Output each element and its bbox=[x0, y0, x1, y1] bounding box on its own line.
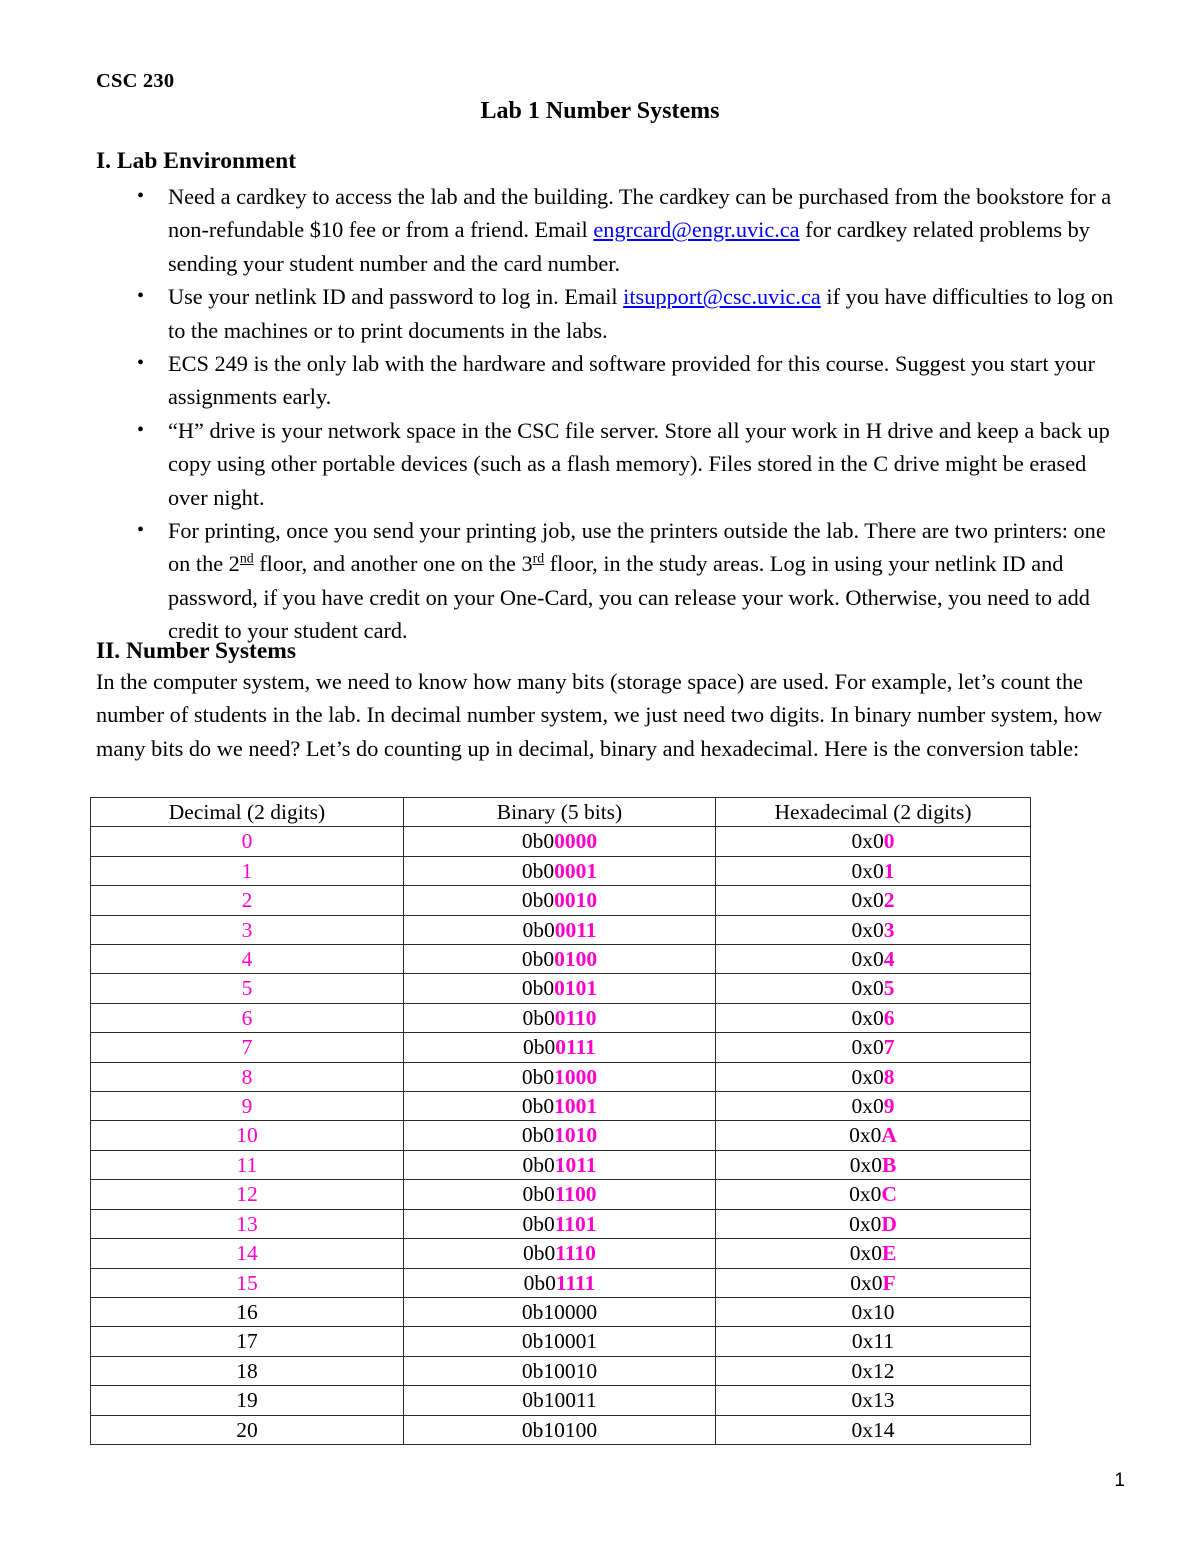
cell-decimal: 7 bbox=[91, 1033, 404, 1062]
cell-hexadecimal bbox=[716, 1150, 1031, 1179]
hex-value: C bbox=[881, 1182, 897, 1207]
hex-value: 6 bbox=[883, 1005, 895, 1030]
cell-hexadecimal bbox=[716, 886, 1031, 915]
cell-hexadecimal bbox=[716, 856, 1031, 885]
hex-value: 3 bbox=[883, 917, 895, 942]
bullet-text-part2: floor, and another one on the 3 bbox=[253, 551, 533, 577]
bullet-text-after-link: for cardkey related problems by sending your student number and the card number. bbox=[168, 217, 1090, 276]
bullet-text-after-link: if you have difficulties to log on to the machines or to print documents in the labs. bbox=[168, 284, 1114, 343]
number-systems-paragraph: In the computer system, we need to know how many bits (storage space) are used. For example, let’s count the number of students in the lab. In decimal number system, we just need two digits. In binary number system, how many bits do we need? Let’s do counting up in decimal, binary and hexadecimal. Here is the conversion table: bbox=[96, 669, 1103, 761]
cell-decimal: 4 bbox=[91, 945, 404, 974]
cell-binary bbox=[404, 945, 716, 974]
course-code: CSC 230 bbox=[96, 70, 175, 92]
section-number-systems bbox=[96, 638, 1131, 765]
binary-value: 1101 bbox=[554, 1211, 597, 1236]
binary-value: 1001 bbox=[554, 1094, 598, 1119]
cell-decimal: 8 bbox=[91, 1062, 404, 1091]
hex-prefix: 0x12 bbox=[851, 1358, 895, 1383]
binary-prefix: 0b0 bbox=[523, 1035, 556, 1060]
hex-value: E bbox=[881, 1241, 897, 1266]
binary-value: 0100 bbox=[554, 947, 598, 972]
binary-value: 0111 bbox=[555, 1035, 596, 1060]
cell-binary bbox=[404, 856, 716, 885]
hex-prefix: 0x0 bbox=[849, 1152, 882, 1177]
list-item bbox=[96, 514, 1126, 648]
binary-value: 1110 bbox=[555, 1241, 596, 1266]
hex-prefix: 0x0 bbox=[851, 829, 884, 854]
hex-prefix: 0x14 bbox=[851, 1417, 895, 1442]
cell-binary bbox=[404, 1209, 716, 1238]
hex-prefix: 0x10 bbox=[851, 1299, 895, 1324]
cell-binary bbox=[404, 1327, 716, 1356]
binary-value: 1111 bbox=[555, 1270, 596, 1295]
hex-prefix: 0x0 bbox=[851, 888, 884, 913]
cell-hexadecimal bbox=[716, 1180, 1031, 1209]
binary-prefix: 0b0 bbox=[521, 888, 555, 913]
hex-value: 0 bbox=[883, 829, 895, 854]
binary-value: 0000 bbox=[554, 829, 598, 854]
hex-value: 2 bbox=[883, 888, 895, 913]
hex-value: 9 bbox=[883, 1094, 895, 1119]
ordinal-suffix-third: rd bbox=[532, 551, 545, 567]
binary-value: 0110 bbox=[554, 1005, 597, 1030]
cell-hexadecimal bbox=[716, 827, 1031, 856]
cell-decimal: 0 bbox=[91, 827, 404, 856]
list-item bbox=[96, 347, 1126, 414]
table-row bbox=[91, 915, 1031, 944]
binary-prefix: 0b0 bbox=[522, 1182, 555, 1207]
table-row bbox=[91, 1268, 1031, 1297]
hex-value: 7 bbox=[883, 1035, 895, 1060]
cell-binary bbox=[404, 827, 716, 856]
cell-hexadecimal bbox=[716, 1003, 1031, 1032]
binary-prefix: 0b0 bbox=[522, 1005, 555, 1030]
hex-prefix: 0x0 bbox=[851, 947, 884, 972]
cell-decimal: 6 bbox=[91, 1003, 404, 1032]
table-row bbox=[91, 945, 1031, 974]
bullet-text-part1: For printing, once you send your printing job, use the printers outside the lab. There are two printers: one on the 2 bbox=[168, 518, 1106, 577]
cell-binary bbox=[404, 1092, 716, 1121]
hex-prefix: 0x0 bbox=[851, 976, 884, 1001]
hex-value: F bbox=[882, 1270, 896, 1295]
binary-prefix: 0b0 bbox=[521, 976, 555, 1001]
cell-binary bbox=[404, 1150, 716, 1179]
cell-hexadecimal bbox=[716, 1327, 1031, 1356]
table-row bbox=[91, 1356, 1031, 1385]
conversion-table-body bbox=[91, 827, 1031, 1445]
binary-prefix: 0b0 bbox=[521, 1123, 555, 1148]
cell-decimal: 14 bbox=[91, 1239, 404, 1268]
cell-decimal: 1 bbox=[91, 856, 404, 885]
table-row bbox=[91, 1150, 1031, 1179]
bullet-text-before-link: Need a cardkey to access the lab and the building. The cardkey can be purchased from the bookstore for a non-refundable $10 fee or from a friend. Email bbox=[168, 184, 1112, 243]
cell-hexadecimal bbox=[716, 1297, 1031, 1326]
hex-prefix: 0x0 bbox=[849, 1211, 882, 1236]
binary-prefix: 0b0 bbox=[523, 1270, 556, 1295]
binary-prefix: 0b0 bbox=[521, 1064, 555, 1089]
cell-binary bbox=[404, 1003, 716, 1032]
email-link-itsupport[interactable]: itsupport@csc.uvic.ca bbox=[623, 284, 821, 310]
column-header-decimal: Decimal (2 digits) bbox=[91, 798, 404, 827]
bullet-icon: • bbox=[137, 352, 145, 375]
binary-prefix: 0b0 bbox=[522, 1211, 555, 1236]
binary-prefix: 0b0 bbox=[522, 1152, 555, 1177]
cell-hexadecimal bbox=[716, 974, 1031, 1003]
bullet-text-part3: floor, in the study areas. Log in using your netlink ID and password, if you have credit on your One-Card, you can release your work. Otherwise, you need to add credit to your student card. bbox=[168, 551, 1090, 644]
section-heading-lab-environment: I. Lab Environment bbox=[96, 148, 297, 174]
hex-prefix: 0x0 bbox=[851, 1094, 884, 1119]
table-row bbox=[91, 1239, 1031, 1268]
table-row bbox=[91, 1121, 1031, 1150]
cell-decimal: 15 bbox=[91, 1268, 404, 1297]
table-row bbox=[91, 1003, 1031, 1032]
binary-prefix: 0b10100 bbox=[521, 1417, 598, 1442]
cell-hexadecimal bbox=[716, 1386, 1031, 1415]
cell-hexadecimal bbox=[716, 1356, 1031, 1385]
bullet-text: ECS 249 is the only lab with the hardware and software provided for this course. Suggest you start your assignments early. bbox=[168, 351, 1095, 410]
bullet-text-before-link: Use your netlink ID and password to log in. Email bbox=[168, 284, 624, 310]
hex-prefix: 0x11 bbox=[851, 1329, 895, 1354]
cell-hexadecimal bbox=[716, 1415, 1031, 1444]
cell-binary bbox=[404, 974, 716, 1003]
bullet-icon: • bbox=[137, 519, 145, 542]
hex-prefix: 0x0 bbox=[851, 917, 884, 942]
hex-prefix: 0x0 bbox=[851, 1005, 884, 1030]
hex-value: A bbox=[881, 1123, 897, 1148]
binary-prefix: 0b10001 bbox=[521, 1329, 598, 1354]
cell-decimal: 16 bbox=[91, 1297, 404, 1326]
hex-value: 5 bbox=[883, 976, 895, 1001]
binary-value: 1010 bbox=[554, 1123, 598, 1148]
hex-value: D bbox=[881, 1211, 897, 1236]
binary-value: 1000 bbox=[554, 1064, 598, 1089]
cell-decimal: 20 bbox=[91, 1415, 404, 1444]
binary-value: 0010 bbox=[554, 888, 598, 913]
table-row bbox=[91, 827, 1031, 856]
hex-prefix: 0x0 bbox=[851, 1035, 884, 1060]
cell-binary bbox=[404, 1062, 716, 1091]
cell-binary bbox=[404, 1415, 716, 1444]
hex-prefix: 0x0 bbox=[849, 1182, 882, 1207]
cell-hexadecimal bbox=[716, 915, 1031, 944]
page-number: 1 bbox=[1114, 1470, 1125, 1491]
cell-binary bbox=[404, 1356, 716, 1385]
hex-prefix: 0x0 bbox=[849, 1123, 882, 1148]
bullet-text: “H” drive is your network space in the CSC file server. Store all your work in H drive and keep a back up copy using other portable devices (such as a flash memory). Files stored in the C drive might be erased over night. bbox=[168, 417, 1110, 510]
page-title: Lab 1 Number Systems bbox=[480, 98, 720, 124]
cell-binary bbox=[404, 915, 716, 944]
cell-decimal: 17 bbox=[91, 1327, 404, 1356]
cell-decimal: 18 bbox=[91, 1356, 404, 1385]
list-item bbox=[96, 280, 1126, 347]
column-header-hexadecimal: Hexadecimal (2 digits) bbox=[716, 798, 1031, 827]
hex-value: 8 bbox=[883, 1064, 895, 1089]
hex-prefix: 0x13 bbox=[851, 1388, 895, 1413]
cell-hexadecimal bbox=[716, 1268, 1031, 1297]
binary-prefix: 0b0 bbox=[521, 858, 555, 883]
hex-value: B bbox=[881, 1152, 897, 1177]
cell-decimal: 19 bbox=[91, 1386, 404, 1415]
binary-prefix: 0b0 bbox=[522, 917, 555, 942]
cell-hexadecimal bbox=[716, 1121, 1031, 1150]
cell-hexadecimal bbox=[716, 1092, 1031, 1121]
cell-binary bbox=[404, 1297, 716, 1326]
cell-decimal: 10 bbox=[91, 1121, 404, 1150]
binary-value: 0011 bbox=[554, 917, 597, 942]
cell-hexadecimal bbox=[716, 1209, 1031, 1238]
table-row bbox=[91, 1033, 1031, 1062]
cell-binary bbox=[404, 1268, 716, 1297]
table-header-row bbox=[91, 798, 1031, 827]
binary-prefix: 0b0 bbox=[523, 1241, 556, 1266]
cell-binary bbox=[404, 1239, 716, 1268]
hex-prefix: 0x0 bbox=[851, 858, 884, 883]
binary-prefix: 0b10010 bbox=[521, 1358, 598, 1383]
table-row bbox=[91, 1092, 1031, 1121]
table-row bbox=[91, 1062, 1031, 1091]
cell-binary bbox=[404, 1180, 716, 1209]
table-row bbox=[91, 1386, 1031, 1415]
bullet-icon: • bbox=[137, 285, 145, 308]
binary-prefix: 0b0 bbox=[521, 947, 555, 972]
lab-environment-bullet-list bbox=[96, 180, 1126, 648]
cell-decimal: 12 bbox=[91, 1180, 404, 1209]
binary-value: 0001 bbox=[554, 858, 598, 883]
binary-prefix: 0b10000 bbox=[521, 1299, 598, 1324]
list-item bbox=[96, 180, 1126, 280]
binary-prefix: 0b0 bbox=[521, 829, 555, 854]
hex-value: 1 bbox=[883, 858, 895, 883]
table-row bbox=[91, 974, 1031, 1003]
table-row bbox=[91, 1209, 1031, 1238]
cell-decimal: 5 bbox=[91, 974, 404, 1003]
hex-prefix: 0x0 bbox=[849, 1241, 882, 1266]
section-heading-number-systems: II. Number Systems bbox=[96, 638, 296, 664]
binary-prefix: 0b0 bbox=[521, 1094, 555, 1119]
hex-prefix: 0x0 bbox=[851, 1064, 884, 1089]
bullet-icon: • bbox=[137, 418, 145, 441]
cell-binary bbox=[404, 1121, 716, 1150]
list-item bbox=[96, 414, 1126, 514]
hex-value: 4 bbox=[883, 947, 895, 972]
cell-decimal: 3 bbox=[91, 915, 404, 944]
cell-binary bbox=[404, 1033, 716, 1062]
cell-decimal: 9 bbox=[91, 1092, 404, 1121]
binary-prefix: 0b10011 bbox=[522, 1388, 597, 1413]
column-header-binary: Binary (5 bits) bbox=[404, 798, 716, 827]
cell-decimal: 2 bbox=[91, 886, 404, 915]
cell-hexadecimal bbox=[716, 1239, 1031, 1268]
cell-hexadecimal bbox=[716, 945, 1031, 974]
binary-value: 1011 bbox=[554, 1152, 597, 1177]
bullet-icon: • bbox=[137, 185, 145, 207]
table-row bbox=[91, 1327, 1031, 1356]
hex-prefix: 0x0 bbox=[850, 1270, 883, 1295]
email-link-engrcard[interactable]: engrcard@engr.uvic.ca bbox=[593, 217, 800, 243]
conversion-table bbox=[90, 797, 1031, 1445]
ordinal-suffix-second: nd bbox=[239, 551, 254, 567]
cell-binary bbox=[404, 1386, 716, 1415]
cell-binary bbox=[404, 886, 716, 915]
table-row bbox=[91, 1415, 1031, 1444]
cell-decimal: 13 bbox=[91, 1209, 404, 1238]
table-row bbox=[91, 856, 1031, 885]
cell-hexadecimal bbox=[716, 1033, 1031, 1062]
cell-decimal: 11 bbox=[91, 1150, 404, 1179]
binary-value: 1100 bbox=[554, 1182, 597, 1207]
cell-hexadecimal bbox=[716, 1062, 1031, 1091]
table-row bbox=[91, 886, 1031, 915]
table-row bbox=[91, 1297, 1031, 1326]
binary-value: 0101 bbox=[554, 976, 598, 1001]
table-row bbox=[91, 1180, 1031, 1209]
